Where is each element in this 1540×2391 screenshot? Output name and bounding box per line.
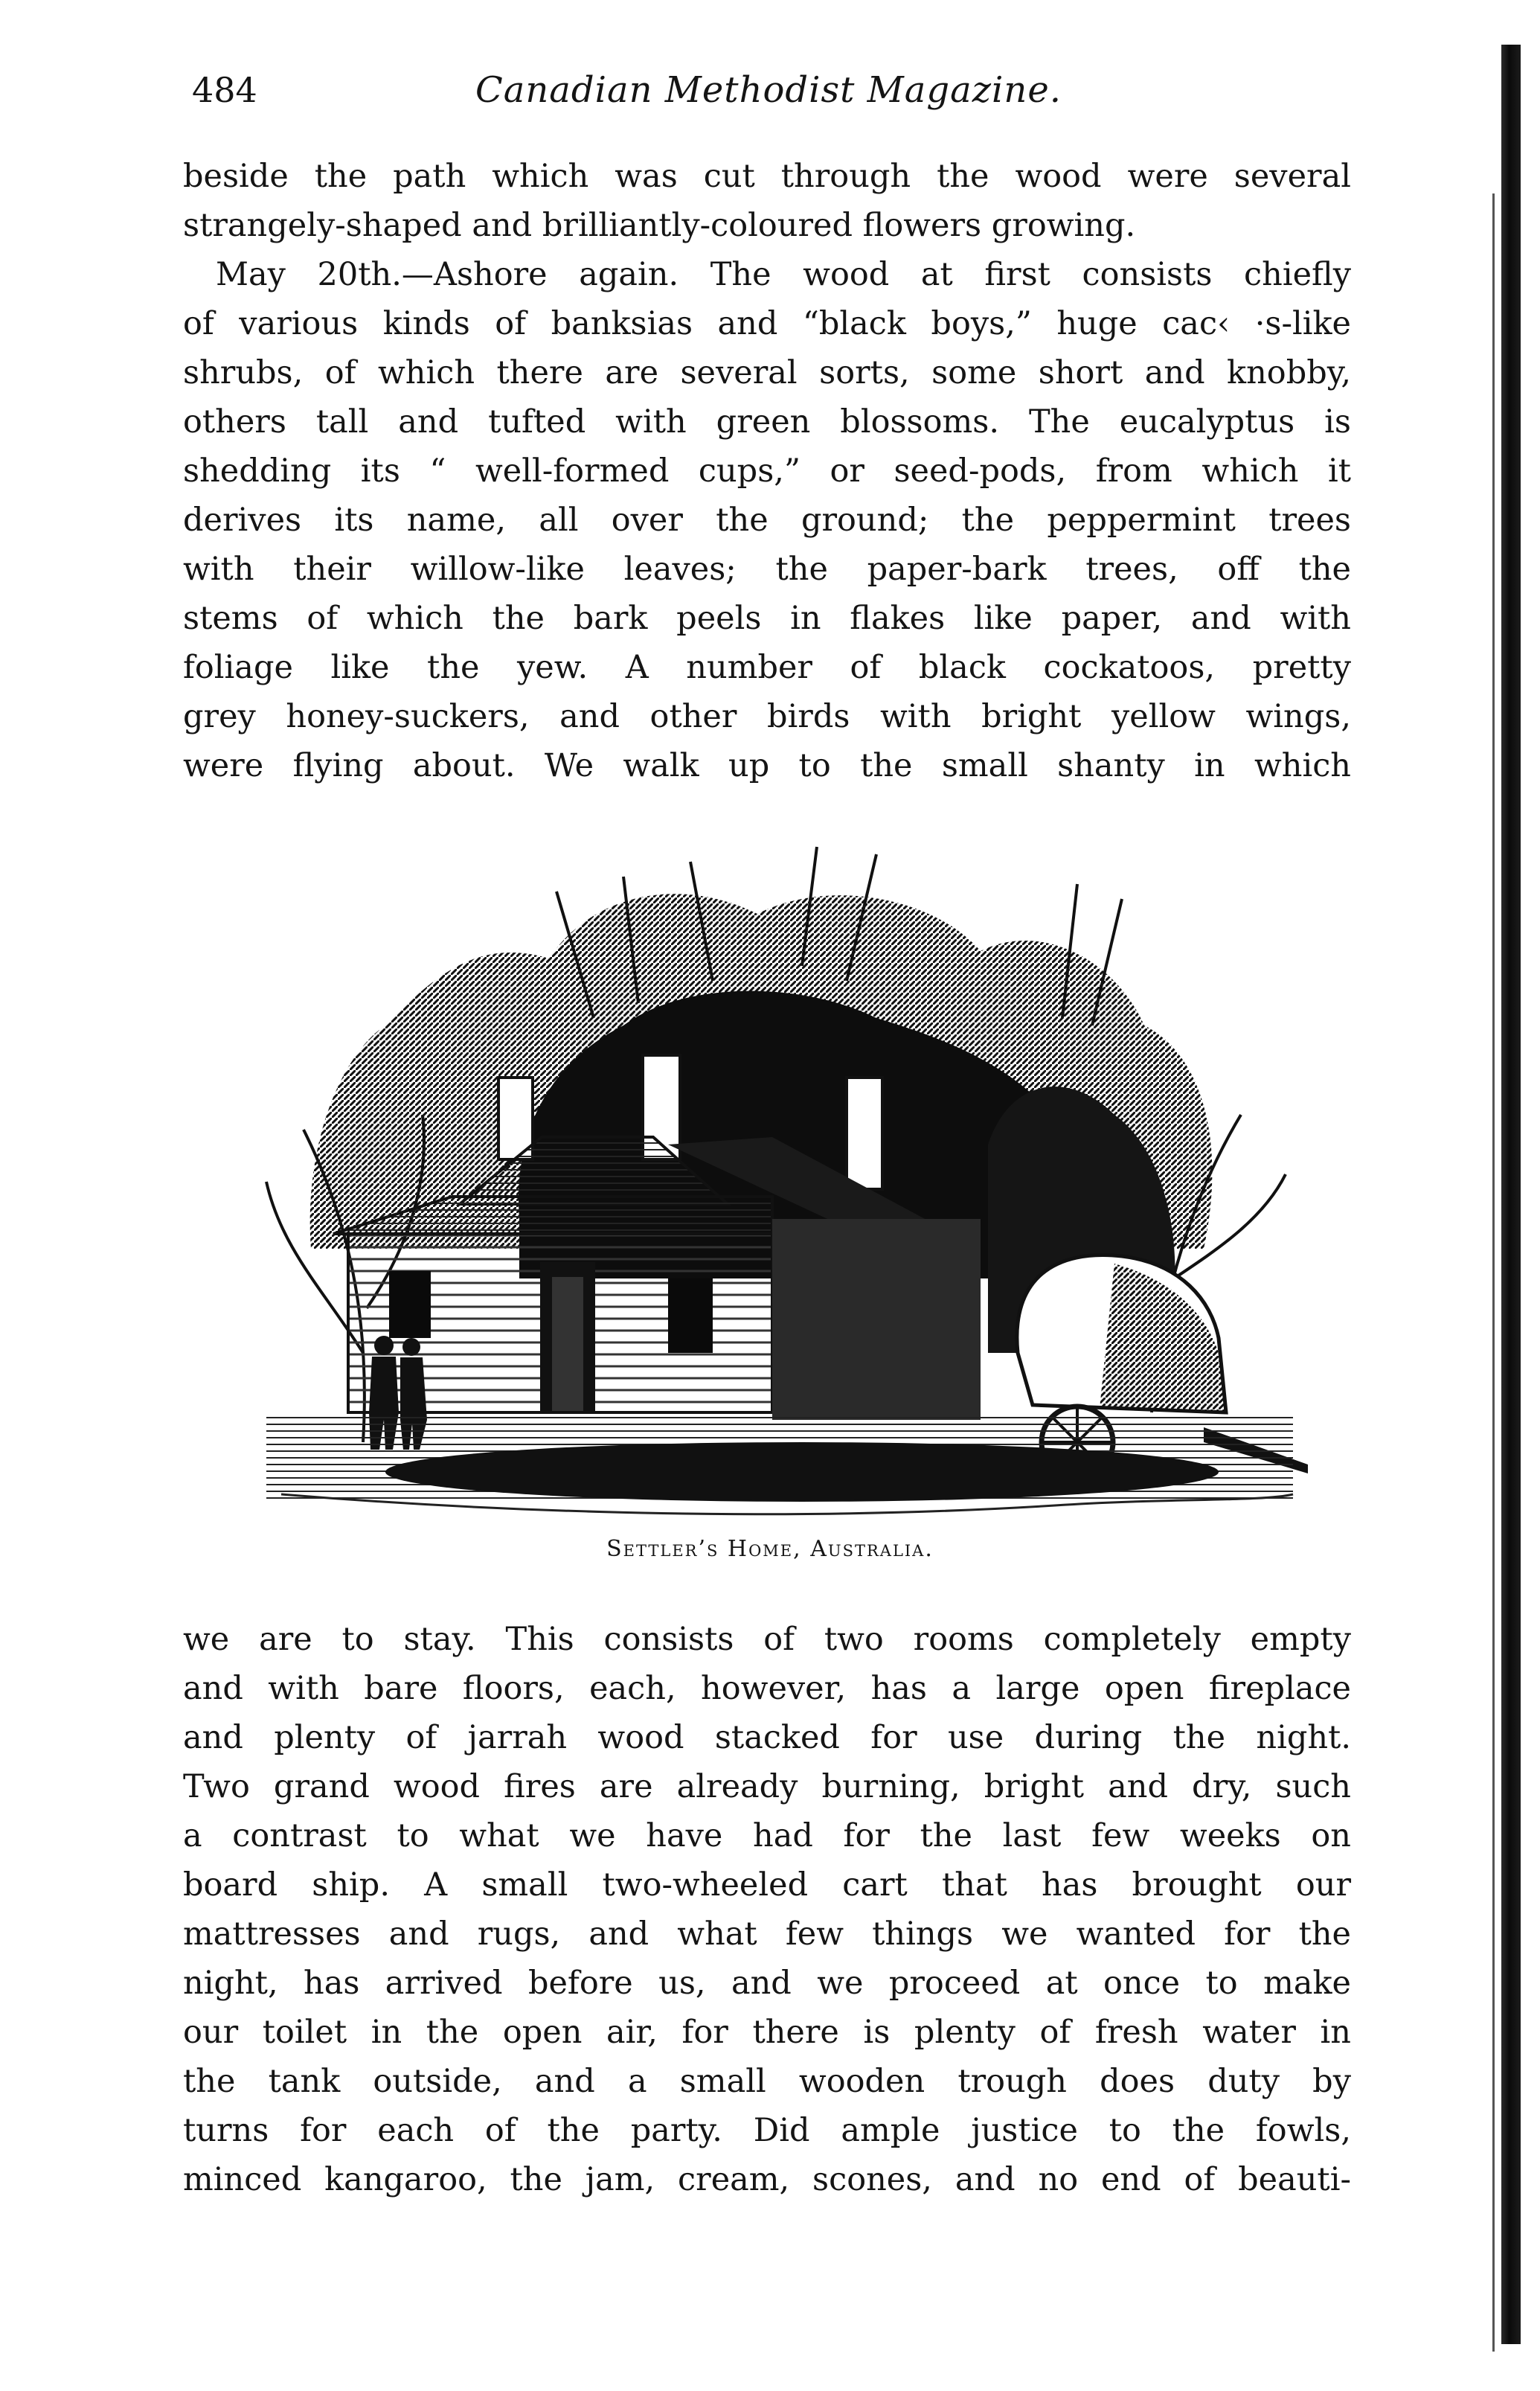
text-line: others tall and tufted with green blossoms. The eucalyptus is [183, 403, 1351, 441]
settlers-home-engraving [237, 832, 1308, 1524]
text-line: grey honey-suckers, and other birds with bright yellow wings, [183, 698, 1351, 735]
ground [266, 1412, 1293, 1514]
text-line: minced kangaroo, the jam, cream, scones, and no end of beauti- [183, 2161, 1351, 2198]
running-head-title: Canadian Methodist Magazine. [475, 69, 1062, 111]
text-line: stems of which the bark peels in flakes like paper, and with [183, 600, 1351, 637]
text-line: night, has arrived before us, and we proceed at once to make [183, 1965, 1351, 2002]
text-line: our toilet in the open air, for there is plenty of fresh water in [183, 2014, 1351, 2051]
body-text-bottom [183, 1615, 1351, 2204]
page-gutter-edge [1501, 45, 1521, 2344]
text-line: derives its name, all over the ground; the peppermint trees [183, 502, 1351, 539]
house-side-wall [772, 1219, 981, 1420]
text-line: foliage like the yew. A number of black cockatoos, pretty [183, 649, 1351, 686]
paragraph-may-20th [183, 250, 1351, 790]
text-line: shrubs, of which there are several sorts, some short and knobby, [183, 354, 1351, 391]
page-number: 484 [192, 70, 257, 110]
illustration-caption: Settler’s Home, Australia. [606, 1536, 934, 1562]
chimney [847, 1078, 882, 1189]
window [668, 1278, 713, 1353]
text-line: the tank outside, and a small wooden trough does duty by [183, 2063, 1351, 2100]
binding-shadow [1492, 193, 1495, 2352]
text-line: Two grand wood fires are already burning, bright and dry, such [183, 1768, 1351, 1805]
text-line: beside the path which was cut through the wood were several [183, 158, 1351, 195]
text-line: board ship. A small two-wheeled cart that has brought our [183, 1866, 1351, 1904]
text-line: of various kinds of banksias and “black boys,” huge cac‹ ·s-like [183, 305, 1351, 342]
text-line: turns for each of the party. Did ample justice to the fowls, [183, 2112, 1351, 2149]
text-line: with their willow-like leaves; the paper-bark trees, off the [183, 551, 1351, 588]
text-line: we are to stay. This consists of two rooms completely empty [183, 1621, 1351, 1658]
door-opening [552, 1277, 583, 1411]
page-header [192, 64, 1345, 124]
paragraph [183, 1615, 1351, 2204]
body-text-top [183, 152, 1351, 790]
text-line: were flying about. We walk up to the small shanty in which [183, 747, 1351, 784]
window [389, 1271, 431, 1338]
text-line: a contrast to what we have had for the last few weeks on [183, 1817, 1351, 1854]
text-line: and with bare floors, each, however, has a large open fireplace [183, 1670, 1351, 1707]
text-line: May 20th.—Ashore again. The wood at first consists chiefly [216, 256, 1351, 293]
text-line: strangely-shaped and brilliantly-coloured flowers growing. [183, 207, 1136, 244]
text-line: shedding its “ well-formed cups,” or seed-pods, from which it [183, 452, 1351, 490]
paragraph [183, 152, 1351, 250]
text-line: and plenty of jarrah wood stacked for use during the night. [183, 1719, 1351, 1756]
text-line: mattresses and rugs, and what few things we wanted for the [183, 1915, 1351, 1953]
